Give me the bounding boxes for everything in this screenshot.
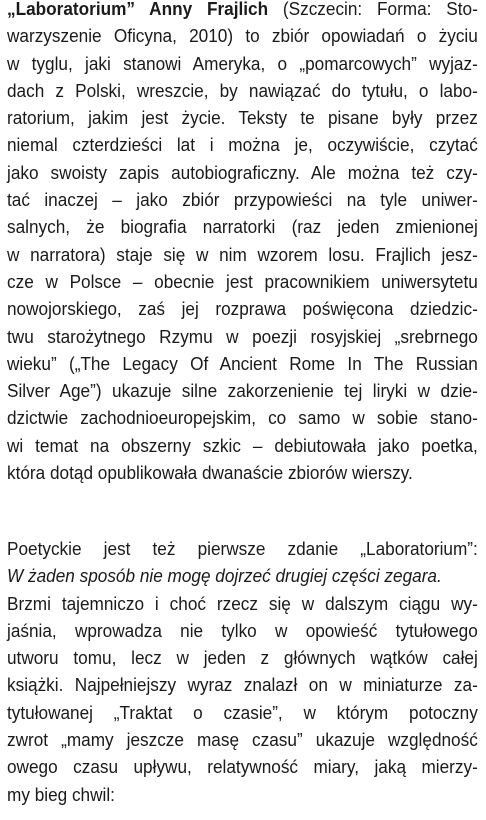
paragraph-2 — [7, 536, 478, 809]
paragraph-1 — [7, 0, 478, 487]
paragraph-2-line: utworu tomu, lecz w jeden z głównych wątków całej — [7, 648, 478, 669]
paragraph-1-line: tać inaczej – jako zbiór przypowieści na tyle uniwer- — [7, 190, 478, 211]
paragraph-2-line: książki. Najpełniejszy wyraz znalazł on w miniaturze za- — [7, 675, 478, 696]
paragraph-1-line: dzictwie zachodnioeuropejskim, co samo w sobie stano- — [7, 408, 478, 429]
lead-bold-title: „Laboratorium” Anny Frajlich — [7, 0, 269, 19]
paragraph-2-line: zwrot „mamy jeszcze masę czasu” ukazuje względność — [7, 730, 478, 751]
paragraph-1-line: w tyglu, jaki stanowi Ameryka, o „pomarcowych” wyjaz- — [7, 53, 478, 74]
paragraph-1-line: ratorium, jakim jest życie. Teksty te pisane były przez — [7, 108, 478, 129]
paragraph-1-line: jako swoisty zapis autobiograficzny. Ale można też czy- — [7, 162, 478, 183]
paragraph-1-line: nowojorskiego, zaś jej rozprawa poświęcona dziedzic- — [7, 299, 478, 320]
paragraph-1-line: twu starożytnego Rzymu w poezji rosyjskiej „srebrnego — [7, 326, 478, 347]
paragraph-1-line-text: (Szczecin: Forma: Sto- — [282, 0, 478, 19]
paragraph-2-line: Poetyckie jest też pierwsze zdanie „Laboratorium”: — [7, 539, 478, 559]
paragraph-1-line: cze w Polsce – obecnie jest pracownikiem uniwersytetu — [7, 271, 478, 292]
paragraph-1-line: salnych, że biografia narratorki (raz jeden zmienionej — [7, 217, 478, 238]
paragraph-2-line: jaśnia, wprowadza nie tylko w opowieść tytułowego — [7, 620, 478, 641]
paragraph-2-last-line: my bieg chwil: — [7, 784, 115, 805]
paragraph-1-line: wieku” („The Legacy Of Ancient Rome In The Russian — [7, 353, 478, 374]
paragraph-2-line: Brzmi tajemniczo i choć rzecz się w dalszym ciągu wy- — [7, 593, 478, 614]
paragraph-1-line: Silver Age”) ukazuje silne zakorzenienie tej liryki w dzie- — [7, 381, 478, 402]
paragraph-1-line: w narratora) staje się w nim wzorem losu. Frajlich jesz- — [7, 244, 478, 265]
paragraph-2-line: tytułowanej „Traktat o czasie”, w którym potoczny — [7, 702, 478, 723]
paragraph-2-line: owego czasu upływu, relatywność miary, jaką mierzy- — [7, 757, 478, 778]
paragraph-1-line: warzyszenie Oficyna, 2010) to zbiór opowiadań o życiu — [7, 26, 478, 47]
paragraph-1-last-line: która dotąd opublikowała dwanaście zbiorów wierszy. — [7, 463, 413, 484]
paragraph-1-line: wi temat na obszerny szkic – debiutowała jako poetka, — [7, 435, 478, 456]
paragraph-1-line: dach z Polski, wreszcie, by nawiązać do tytułu, o labo- — [7, 80, 478, 101]
paragraph-1-line — [7, 0, 478, 23]
paragraph-1-line: niemal czterdzieści lat i można je, oczywiście, czytać — [7, 135, 478, 156]
italic-quote: W żaden sposób nie mogę dojrzeć drugiej części zegara. — [7, 566, 442, 587]
